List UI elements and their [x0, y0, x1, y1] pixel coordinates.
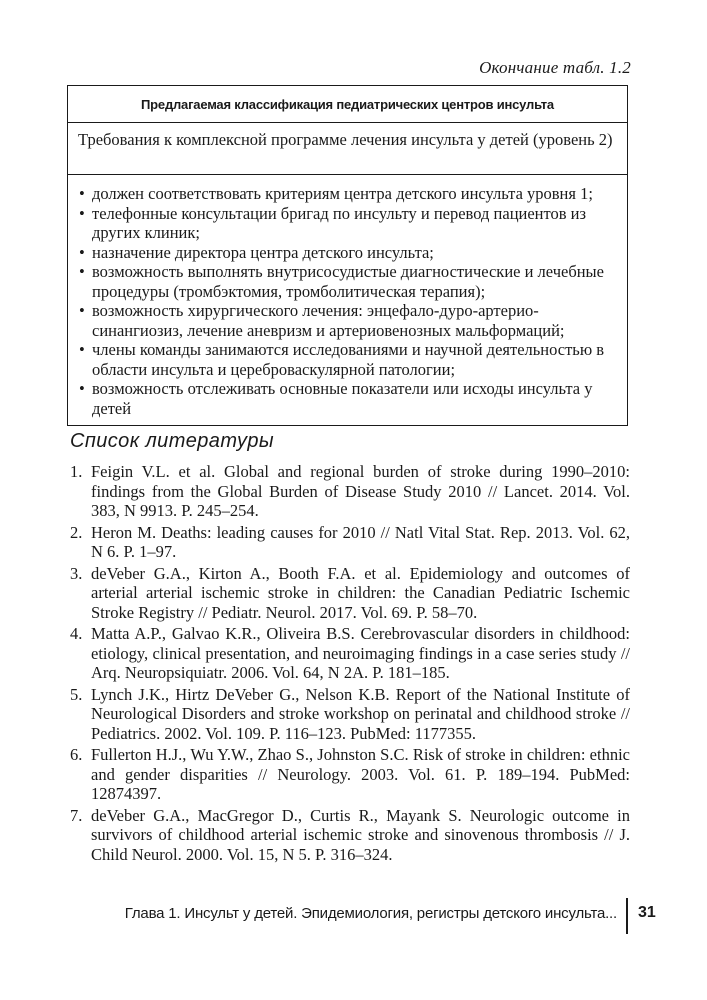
- reference-item: [70, 685, 630, 744]
- requirement-item: • должен соответствовать критериям центра детского инсульта уровня 1;: [78, 184, 619, 204]
- reference-number: 3.: [70, 563, 83, 583]
- page-footer: [0, 898, 707, 934]
- reference-item: [70, 564, 630, 623]
- reference-item: [70, 745, 630, 804]
- table-body: [68, 175, 627, 425]
- running-title: Глава 1. Инсульт у детей. Эпидемиология, регистры детского инсульта...: [124, 905, 617, 922]
- classification-table: [67, 85, 628, 426]
- references-list: [70, 462, 630, 866]
- table-header: Предлагаемая классификация педиатрических центров инсульта: [68, 86, 627, 123]
- table-subheader: Требования к комплексной программе лечения инсульта у детей (уровень 2): [68, 123, 627, 175]
- reference-number: 5.: [70, 684, 83, 704]
- reference-number: 7.: [70, 805, 83, 825]
- reference-text: Matta A.P., Galvao K.R., Oliveira B.S. Cerebrovascular disorders in childhood: etiology, clinical presentation, and neuroimaging findings in a case series study // Arq. Neuropsiquiatr. 2006. Vol. 64, N 2A. P. 181–185.: [91, 624, 630, 682]
- page-number: 31: [638, 904, 656, 921]
- reference-item: [70, 806, 630, 865]
- footer-divider: [626, 898, 628, 934]
- reference-text: deVeber G.A., Kirton A., Booth F.A. et al. Epidemiology and outcomes of arterial arterial ischemic stroke in children: the Canadian Pediatric Ischemic Stroke Registry // Pediatr. Neurol. 2017. Vol. 69. P. 58–70.: [91, 563, 630, 622]
- requirement-item: • телефонные консультации бригад по инсульту и перевод пациентов из других клиник;: [78, 204, 619, 243]
- requirement-item: • члены команды занимаются исследованиями и научной деятельностью в области инсульта и цереброваскулярной патологии;: [78, 340, 619, 379]
- reference-item: [70, 523, 630, 562]
- reference-item: [70, 462, 630, 521]
- reference-number: 2.: [70, 522, 83, 542]
- reference-number: 6.: [70, 745, 83, 764]
- reference-item: [70, 624, 630, 683]
- references-title: Список литературы: [70, 430, 274, 452]
- reference-text: Lynch J.K., Hirtz DeVeber G., Nelson K.B. Report of the National Institute of Neurological Disorders and stroke workshop on perinatal and childhood stroke // Pediatrics. 2002. Vol. 109. P. 116–123. PubMed: 1177355.: [91, 684, 630, 743]
- requirement-item: • возможность хирургического лечения: энцефало-дуро-артерио-синангиозиз, лечение аневризм и артериовенозных мальформаций;: [78, 301, 619, 340]
- requirements-list: [78, 184, 619, 418]
- reference-number: 1.: [70, 462, 83, 481]
- requirement-item: • назначение директора центра детского инсульта;: [78, 243, 619, 263]
- reference-text: Heron M. Deaths: leading causes for 2010 // Natl Vital Stat. Rep. 2013. Vol. 62, N 6. P. 1–97.: [91, 522, 630, 561]
- reference-text: Feigin V.L. et al. Global and regional burden of stroke during 1990–2010: findings from the Global Burden of Disease Study 2010 // Lancet. 2014. Vol. 383, N 9913. P. 245–254.: [91, 462, 630, 520]
- reference-number: 4.: [70, 624, 83, 643]
- table-caption: Окончание табл. 1.2: [479, 58, 631, 77]
- requirement-item: • возможность выполнять внутрисосудистые диагностические и лечебные процедуры (тромбэктомия, тромболитическая терапия);: [78, 262, 619, 301]
- requirement-item: • возможность отслеживать основные показатели или исходы инсульта у детей: [78, 379, 619, 418]
- reference-text: deVeber G.A., MacGregor D., Curtis R., Mayank S. Neurologic outcome in survivors of childhood arterial ischemic stroke and sinovenous thrombosis // J. Child Neurol. 2000. Vol. 15, N 5. P. 316–324.: [91, 805, 630, 864]
- reference-text: Fullerton H.J., Wu Y.W., Zhao S., Johnston S.C. Risk of stroke in children: ethnic and gender disparities // Neurology. 2003. Vol. 61. P. 189–194. PubMed: 12874397.: [91, 745, 630, 803]
